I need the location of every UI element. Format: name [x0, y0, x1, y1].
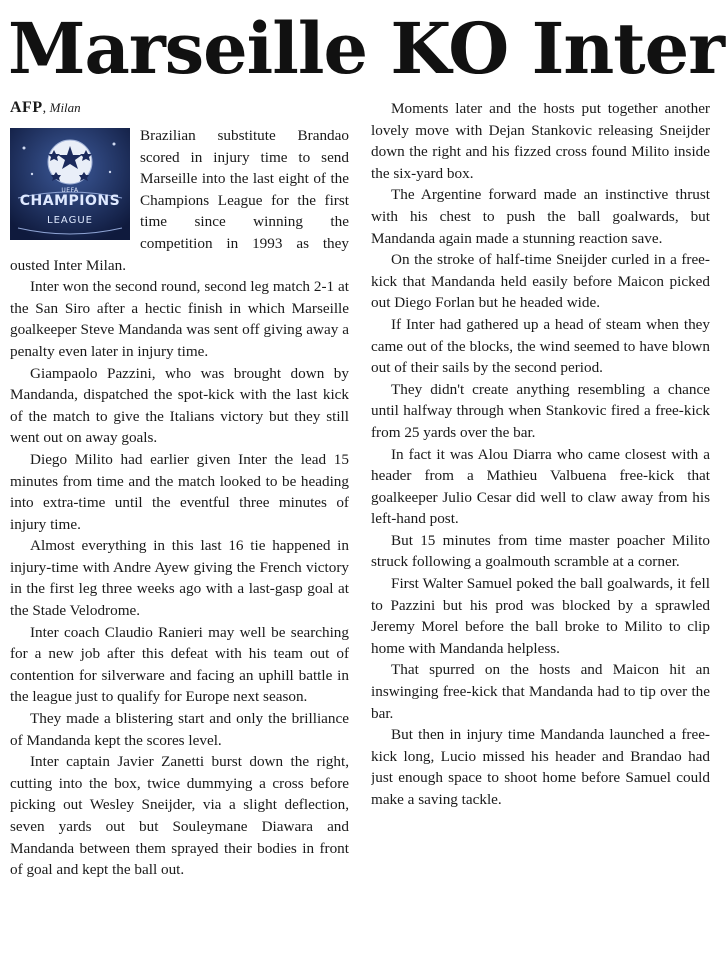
- logo-title: CHAMPIONS: [19, 193, 121, 209]
- paragraph: First Walter Samuel poked the ball goalwards, it fell to Pazzini but his prod was blocked by a sprawled Jeremy Morel before the ball broke to Milito to clip home with Mandanda helpless.: [371, 575, 710, 657]
- paragraph: Brazilian substitute Brandao scored in injury time to send Marseille into the last eight of the Champions League for the first time since winning the competition in 1993 as they ousted Inter Milan.: [10, 127, 349, 274]
- paragraph: If Inter had gathered up a head of steam when they came out of the blocks, the wind seemed to have blown out of their sails by the second period.: [371, 315, 710, 377]
- paragraph: Inter coach Claudio Ranieri may well be searching for a new job after this defeat with his team out of contention for silverware and facing an uphill battle in the league just to qualify for Europe next season.: [10, 623, 349, 706]
- paragraph: The Argentine forward made an instinctive thrust with his chest to push the ball goalwards, but Mandanda again made a stunning reaction save.: [371, 186, 710, 247]
- paragraph: In fact it was Alou Diarra who came closest with a header from a Mathieu Valbuena free-kick that goalkeeper Julio Cesar did well to claw away from his left-hand post.: [371, 445, 710, 528]
- paragraph: Almost everything in this last 16 tie happened in injury-time with Andre Ayew giving the French victory in the first leg three weeks ago with a last-gasp goal at the Stade Velodrome.: [10, 537, 349, 620]
- paragraph: They didn't create anything resembling a chance until halfway through when Stankovic fired a free-kick from 25 yards over the bar.: [371, 380, 710, 441]
- paragraph: Diego Milito had earlier given Inter the lead 15 minutes from time and the match looked to be heading into extra-time until the eventful three minutes of injury time.: [10, 450, 349, 533]
- column-right: [371, 98, 710, 956]
- logo-sub: LEAGUE: [47, 215, 93, 226]
- paragraph: Giampaolo Pazzini, who was brought down by Mandanda, dispatched the spot-kick with the last kick of the match to give the Italians victory but they still went out on away goals.: [10, 364, 349, 447]
- logo-uefa: UEFA: [61, 187, 79, 194]
- byline-agency: AFP: [10, 99, 43, 116]
- paragraph: On the stroke of half-time Sneijder curled in a free-kick that Mandanda held easily before Maicon picked out Diego Forlan but he headed wide.: [371, 251, 710, 312]
- paragraph: Inter won the second round, second leg match 2-1 at the San Siro after a hectic finish in which Marseille goalkeeper Steve Mandanda was sent off giving away a penalty even later in injury time.: [10, 278, 349, 360]
- byline-city: Milan: [49, 100, 81, 115]
- article-body: [10, 98, 710, 956]
- paragraph: Inter captain Javier Zanetti burst down the right, cutting into the box, twice dummying a cross before picking out Wesley Sneijder, via a slight deflection, seven yards out but Souleymane Diawara and Mandanda between them sprayed their bodies in front of goal and kept the ball out.: [10, 753, 349, 879]
- paragraph: But then in injury time Mandanda launched a free-kick long, Lucio missed his header and Brandao had just enough space to shoot home before Samuel could make a saving tackle.: [371, 726, 710, 808]
- paragraph: Moments later and the hosts put together another lovely move with Dejan Stankovic releasing Sneijder down the right and his fizzed cross found Milito inside the six-yard box.: [371, 100, 710, 182]
- column-left: [10, 98, 349, 956]
- champions-league-logo: [10, 128, 130, 240]
- headline: Marseille KO Inter: [8, 7, 725, 90]
- byline: AFP, Milan: [10, 99, 81, 116]
- paragraph: But 15 minutes from time master poacher Milito struck following a goalmouth scramble at a corner.: [371, 531, 710, 571]
- paragraph: They made a blistering start and only the brilliance of Mandanda kept the scores level.: [10, 710, 349, 749]
- paragraph: That spurred on the hosts and Maicon hit an inswinging free-kick that Mandanda had to tip over the bar.: [371, 661, 710, 722]
